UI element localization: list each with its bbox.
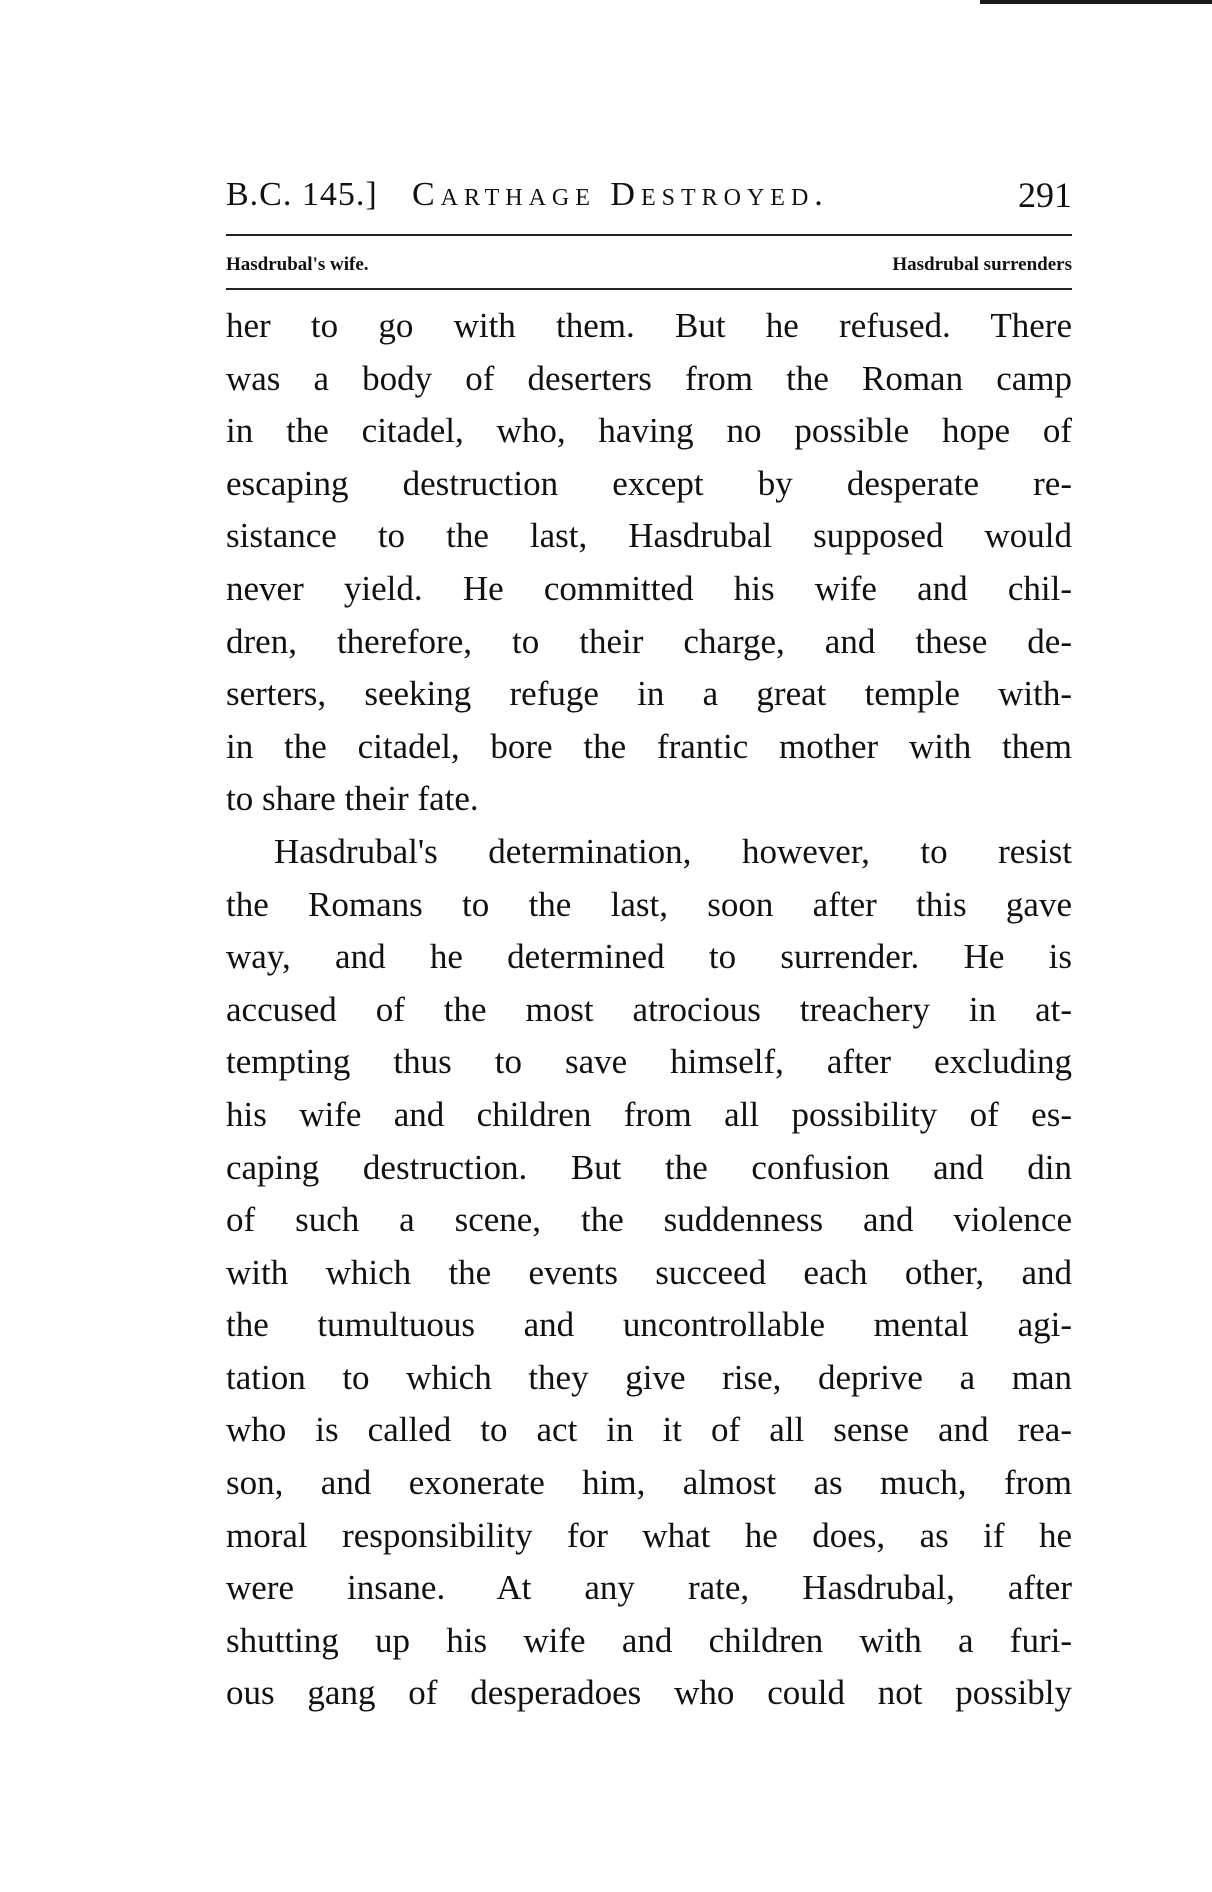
text-line: to share their fate. xyxy=(226,779,479,819)
header-rule xyxy=(226,234,1072,236)
text-line: sistance to the last, Hasdrubal supposed would xyxy=(226,516,1072,556)
paragraph-1 xyxy=(226,300,1072,826)
page-number: 291 xyxy=(1018,175,1072,215)
text-line: the tumultuous and uncontrollable mental agi- xyxy=(226,1305,1072,1345)
running-head-date: B.C. 145.] xyxy=(226,176,378,213)
text-line: accused of the most atrocious treachery in at- xyxy=(226,989,1072,1029)
running-head xyxy=(226,168,1072,222)
text-line: dren, therefore, to their charge, and these de- xyxy=(226,621,1072,661)
sidenote-left: Hasdrubal's wife. xyxy=(226,254,369,275)
sidenote-rule xyxy=(226,288,1072,290)
running-head-title: Carthage Destroyed. xyxy=(412,176,829,213)
page-body-text xyxy=(226,300,1072,1720)
text-line: ous gang of desperadoes who could not possibly xyxy=(226,1673,1072,1713)
text-line: the Romans to the last, soon after this gave xyxy=(226,884,1072,924)
text-line: shutting up his wife and children with a furi- xyxy=(226,1620,1072,1660)
text-line: tation to which they give rise, deprive a man xyxy=(226,1357,1072,1397)
paragraph-2 xyxy=(226,826,1072,1720)
text-line: in the citadel, bore the frantic mother with them xyxy=(226,726,1072,766)
text-line: moral responsibility for what he does, as if he xyxy=(226,1515,1072,1555)
text-line: never yield. He committed his wife and chil- xyxy=(226,568,1072,608)
text-line: caping destruction. But the confusion and din xyxy=(226,1147,1072,1187)
text-line: way, and he determined to surrender. He is xyxy=(226,937,1072,977)
text-line: escaping destruction except by desperate re- xyxy=(226,463,1072,503)
text-line: her to go with them. But he refused. There xyxy=(226,306,1072,345)
text-line: with which the events succeed each other, and xyxy=(226,1252,1072,1292)
text-line: Hasdrubal's determination, however, to resist xyxy=(274,831,1072,871)
top-edge-rule xyxy=(980,0,1212,4)
text-line: were insane. At any rate, Hasdrubal, after xyxy=(226,1568,1072,1608)
text-line: his wife and children from all possibility of es- xyxy=(226,1094,1072,1134)
text-line: tempting thus to save himself, after excluding xyxy=(226,1042,1072,1082)
text-line: in the citadel, who, having no possible hope of xyxy=(226,411,1072,451)
text-line: was a body of deserters from the Roman camp xyxy=(226,358,1072,398)
text-line: of such a scene, the suddenness and violence xyxy=(226,1200,1072,1240)
text-line: serters, seeking refuge in a great temple with- xyxy=(226,674,1072,714)
sidenote-bar xyxy=(226,248,1072,282)
sidenote-right: Hasdrubal surrenders xyxy=(892,254,1072,275)
text-line: son, and exonerate him, almost as much, from xyxy=(226,1463,1072,1503)
text-line: who is called to act in it of all sense and rea- xyxy=(226,1410,1072,1450)
